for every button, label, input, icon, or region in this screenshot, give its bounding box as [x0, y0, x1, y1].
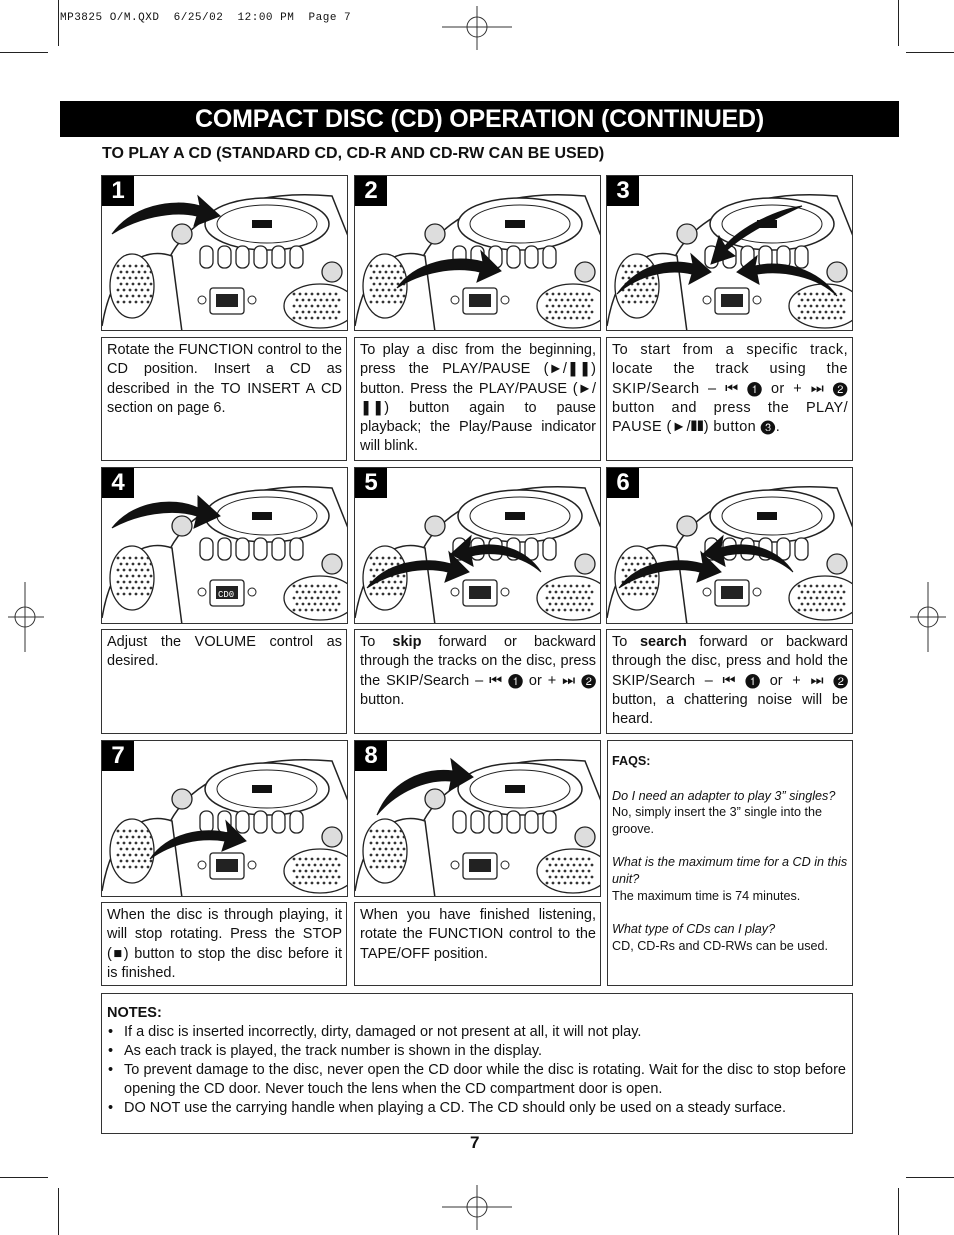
note-item: • DO NOT use the carrying handle when playing a CD. The CD should only be used on a steady surface.	[107, 1099, 846, 1118]
note-item: • If a disc is inserted incorrectly, dirty, damaged or not present at all, it will not play.	[107, 1023, 846, 1042]
section-subtitle: TO PLAY A CD (STANDARD CD, CD-R AND CD-RW CAN BE USED)	[102, 145, 605, 162]
page-number: 7	[470, 1133, 480, 1152]
step-number-badge: 6	[607, 468, 639, 498]
boombox-drawing	[102, 741, 348, 897]
boombox-drawing	[102, 468, 348, 624]
step-7-text: When the disc is through playing, it will stop rotating. Press the STOP (■) button to stop the disc before it is finished.	[101, 902, 347, 986]
step-3-text: To start from a specific track, locate the track using the SKIP/Search – ⏮ ➊ or + ⏭ ➋ button and press the PLAY/ PAUSE (►/❚❚) button ➌.	[606, 337, 853, 461]
boombox-drawing	[355, 468, 601, 624]
step-4-text: Adjust the VOLUME control as desired.	[101, 629, 347, 734]
boombox-drawing	[607, 176, 853, 331]
faq-heading: FAQS:	[612, 754, 651, 768]
faq-answer: CD, CD-Rs and CD-RWs can be used.	[612, 938, 829, 953]
step-4-illustration	[101, 467, 348, 624]
step-number-badge: 1	[102, 176, 134, 206]
note-item: • As each track is played, the track number is shown in the display.	[107, 1042, 846, 1061]
note-item: • To prevent damage to the disc, never open the CD door while the disc is rotating. Wait for the disc to stop before opening the CD door. Never touch the lens when the CD compartment door is open.	[107, 1061, 846, 1099]
faq-answer: No, simply insert the 3” single into the groove.	[612, 805, 822, 836]
step-8-text: When you have finished listening, rotate the FUNCTION control to the TAPE/OFF position.	[354, 902, 601, 986]
section-banner: COMPACT DISC (CD) OPERATION (CONTINUED)	[60, 101, 899, 137]
boombox-drawing	[102, 176, 348, 331]
boombox-drawing	[355, 741, 601, 897]
faq-question: Do I need an adapter to play 3” singles?	[612, 788, 836, 803]
faq-question: What is the maximum time for a CD in this unit?	[612, 855, 848, 886]
step-number-badge: 4	[102, 468, 134, 498]
notes-box	[101, 993, 853, 1134]
step-number-badge: 2	[355, 176, 387, 206]
step-6-illustration	[606, 467, 853, 624]
faq-box	[607, 740, 853, 986]
faq-answer: The maximum time is 74 minutes.	[612, 888, 801, 903]
step-6-text: To search forward or backward through the disc, press and hold the SKIP/Search – ⏮ ➊ or + ⏭ ➋ button, a chattering noise will be heard.	[606, 629, 853, 734]
step-1-illustration	[101, 175, 348, 331]
search-emphasis: search	[639, 634, 687, 650]
faq-question: What type of CDs can I play?	[612, 922, 776, 937]
svg-text:CD0: CD0	[218, 590, 235, 600]
step-1-text: Rotate the FUNCTION control to the CD position. Insert a CD as described in the TO INSERT A CD section on page 6.	[101, 337, 347, 461]
step-7-illustration	[101, 740, 348, 897]
step-2-text: To play a disc from the beginning, press the PLAY/PAUSE (►/❚❚) button. Press the PLAY/PAUSE (►/❚❚) button again to pause playback; the Play/Pause indicator will blink.	[354, 337, 601, 461]
step-number-badge: 3	[607, 176, 639, 206]
step-3-illustration	[606, 175, 853, 331]
boombox-drawing	[607, 468, 853, 624]
step-number-badge: 8	[355, 741, 387, 771]
skip-emphasis: skip	[392, 634, 422, 650]
step-number-badge: 5	[355, 468, 387, 498]
boombox-drawing	[355, 176, 601, 331]
file-slug: MP3825 O/M.QXD 6/25/02 12:00 PM Page 7	[60, 12, 352, 24]
step-8-illustration	[354, 740, 601, 897]
step-5-text: To skip forward or backward through the tracks on the disc, press the SKIP/Search – ⏮ ➊ or + ⏭ ➋ button.	[354, 629, 601, 734]
step-5-illustration	[354, 467, 601, 624]
notes-heading: NOTES:	[107, 1005, 162, 1021]
step-2-illustration	[354, 175, 601, 331]
notes-list	[107, 1023, 846, 1118]
step-number-badge: 7	[102, 741, 134, 771]
